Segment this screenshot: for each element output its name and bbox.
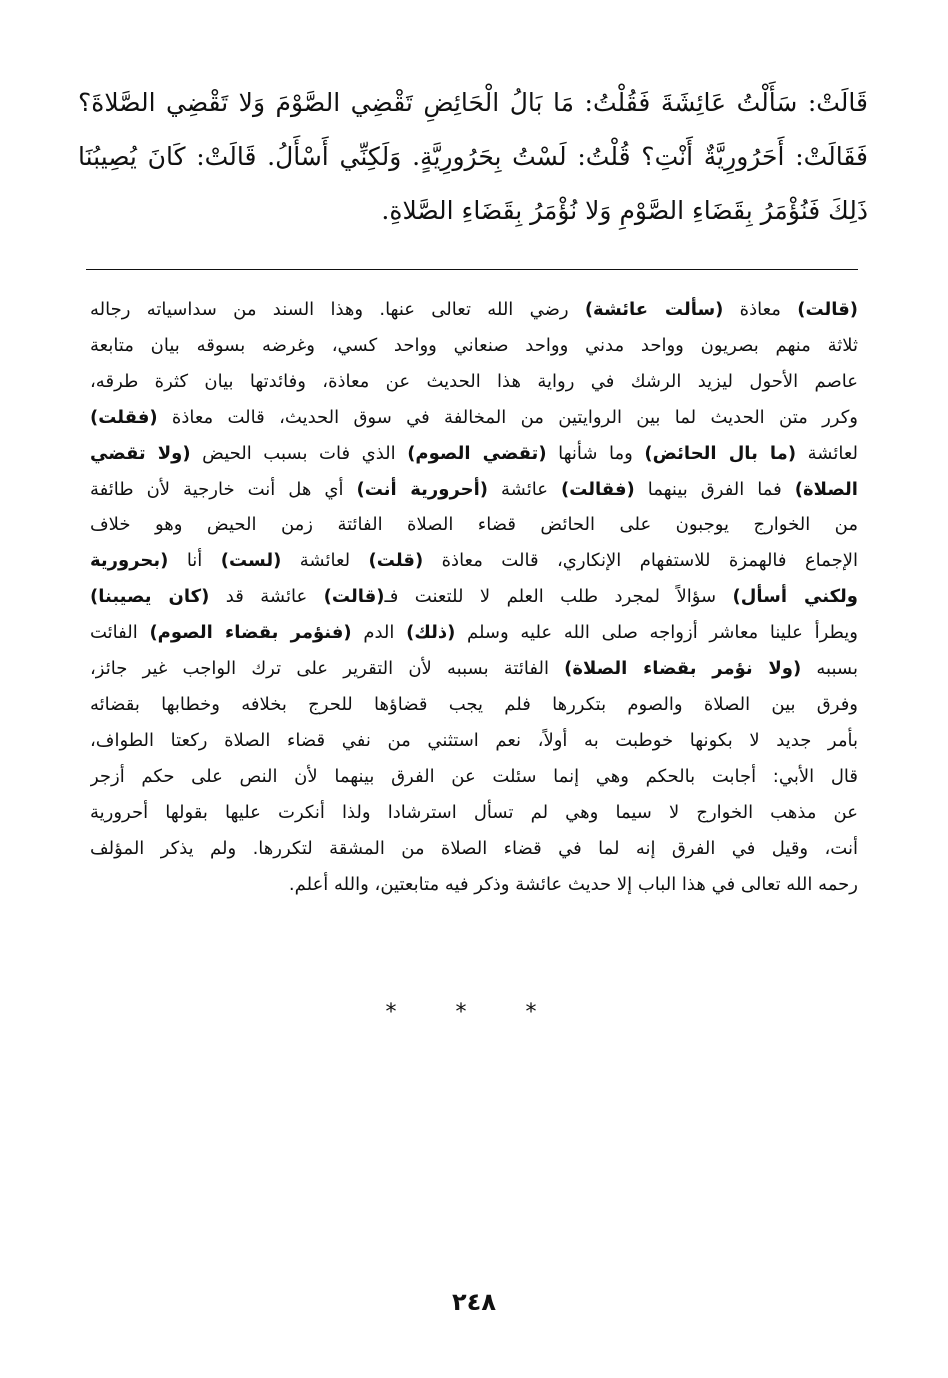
commentary-line [90, 867, 858, 903]
commentary-line [90, 723, 858, 759]
section-separator: * * * [385, 1000, 563, 1025]
quoted-term: (كان يصيبنا) [90, 586, 210, 608]
quoted-term: (تقضي الصوم) [407, 442, 547, 464]
commentary-segment: من الخوارج يوجبون على الحائض قضاء الصلاة الفائتة زمن الحيض وهو خلاف [90, 514, 858, 536]
commentary-segment: أنا [168, 550, 221, 572]
quoted-term: (لست) [220, 550, 282, 572]
quoted-term: (قالت) [323, 586, 385, 608]
commentary-segment: لعائشة [796, 442, 858, 464]
commentary-segment: بأمر جديد لا بكونها خوطبت به أولاً، نعم استثني من نفي قضاء الصلاة ركعتا الطواف، [90, 729, 858, 751]
commentary-segment: قال الأبي: أجابت بالحكم وهي إنما سئلت عن الفرق بينهما لأن النص على حكم أزجر [90, 765, 858, 787]
commentary-line [90, 292, 858, 328]
quoted-term: (فقالت) [560, 478, 635, 500]
commentary-segment: عن مذهب الخوارج لا سيما وهي لم تسأل استرشادا ولذا أنكرت عليها بقولها أحرورية [90, 801, 858, 823]
commentary-text [90, 292, 858, 902]
commentary-line [90, 400, 858, 436]
commentary-line [90, 328, 858, 364]
quoted-term: ولكني أسأل) [732, 586, 858, 608]
commentary-segment: لعائشة [281, 550, 369, 572]
quoted-term: الصلاة) [794, 478, 858, 500]
commentary-segment: وما شأنها [546, 442, 645, 464]
hadith-line: فَقَالَتْ: أَحَرُورِيَّةٌ أَنْتِ؟ قُلْتُ: لَسْتُ بِحَرُورِيَّةٍ. وَلَكِنِّي أَسْأَلُ. قَالَتْ: كَانَ يُصِيبُنَا [78, 142, 868, 171]
commentary-line [90, 687, 858, 723]
hadith-line: ذَلِكَ فَنُؤْمَرُ بِقَضَاءِ الصَّوْمِ وَلا نُؤْمَرُ بِقَضَاءِ الصَّلاةِ. [381, 196, 868, 225]
quoted-term: (قلت) [368, 550, 424, 572]
commentary-segment: رحمه الله تعالى في هذا الباب إلا حديث عائشة وذكر فيه متابعتين، والله أعلم. [288, 873, 858, 895]
hadith-line: قَالَتْ: سَأَلْتُ عَائِشَةَ فَقُلْتُ: مَا بَالُ الْحَائِضِ تَقْضِي الصَّوْمَ وَلا تَقْضِي الصَّلاةَ؟ [78, 88, 868, 117]
commentary-segment: أنت، وقيل في الفرق إنه لما في قضاء الصلاة من المشقة لتكررها. ولم يذكر المؤلف [90, 837, 858, 859]
commentary-segment: معاذة [723, 299, 798, 320]
commentary-segment: رضي الله تعالى عنها. وهذا السند من سداسياته رجاله [90, 299, 585, 320]
quoted-term: (ذلك) [406, 622, 456, 644]
quoted-term: (فقلت) [90, 406, 158, 428]
quoted-term: (قالت) [797, 299, 858, 320]
commentary-segment: أي هل أنت خارجية لأن طائفة [90, 478, 357, 500]
commentary-line [90, 615, 858, 651]
commentary-segment: بسببه [801, 658, 858, 680]
commentary-segment: سؤالاً لمجرد طلب العلم لا للتعنت فـ [384, 586, 733, 608]
commentary-line [90, 436, 858, 472]
commentary-segment: وفرق بين الصلاة والصوم بتكررها فلم يجب قضاؤها للحرج بخلافه وخطابها بقضائه [90, 693, 858, 715]
commentary-line [90, 364, 858, 400]
quoted-term: (فنؤمر بقضاء الصوم) [149, 622, 352, 644]
commentary-line [90, 472, 858, 508]
commentary-segment: الذي فات بسبب الحيض [190, 442, 408, 464]
commentary-segment: فما الفرق بينهما [634, 478, 795, 500]
commentary-segment: ويطرأ علينا معاشر أزواجه صلى الله عليه وسلم [455, 622, 858, 644]
hadith-text [78, 76, 868, 238]
commentary-line [90, 507, 858, 543]
commentary-segment: ثلاثة منهم بصريون وواحد مدني وواحد صنعاني وواحد كسي، وغرضه بسوقه بيان متابعة [90, 334, 858, 356]
quoted-term: (ولا تقضي [90, 442, 191, 464]
quoted-term: (أحرورية أنت) [356, 478, 489, 500]
commentary-line [90, 795, 858, 831]
commentary-line [90, 759, 858, 795]
commentary-segment: وكرر متن الحديث لما بين الروايتين من المخالفة في سوق الحديث، قالت معاذة [157, 406, 858, 428]
quoted-term: (بحرورية [90, 550, 169, 572]
commentary-line [90, 651, 858, 687]
quoted-term: (ما بال الحائض) [644, 442, 797, 464]
commentary-line [90, 543, 858, 579]
commentary-segment: الفائتة بسببه لأن التقرير على ترك الواجب غير جائز، [90, 658, 565, 680]
quoted-term: (سألت عائشة) [584, 299, 724, 320]
commentary-line [90, 579, 858, 615]
commentary-segment: عائشة [488, 478, 561, 500]
commentary-line [90, 831, 858, 867]
commentary-segment: الدم [351, 622, 407, 644]
commentary-segment: الفائت [90, 622, 150, 644]
quoted-term: (ولا نؤمر بقضاء الصلاة) [564, 658, 802, 680]
commentary-segment: عاصم الأحول ليزيد الرشك في رواية هذا الحديث عن معاذة، وفائدتها بيان كثرة طرقه، [90, 370, 858, 392]
page-number: ٢٤٨ [452, 1288, 496, 1316]
footnote-divider [86, 269, 858, 270]
commentary-segment: عائشة قد [209, 586, 324, 608]
commentary-segment: الإجماع فالهمزة للاستفهام الإنكاري، قالت معاذة [423, 550, 858, 572]
